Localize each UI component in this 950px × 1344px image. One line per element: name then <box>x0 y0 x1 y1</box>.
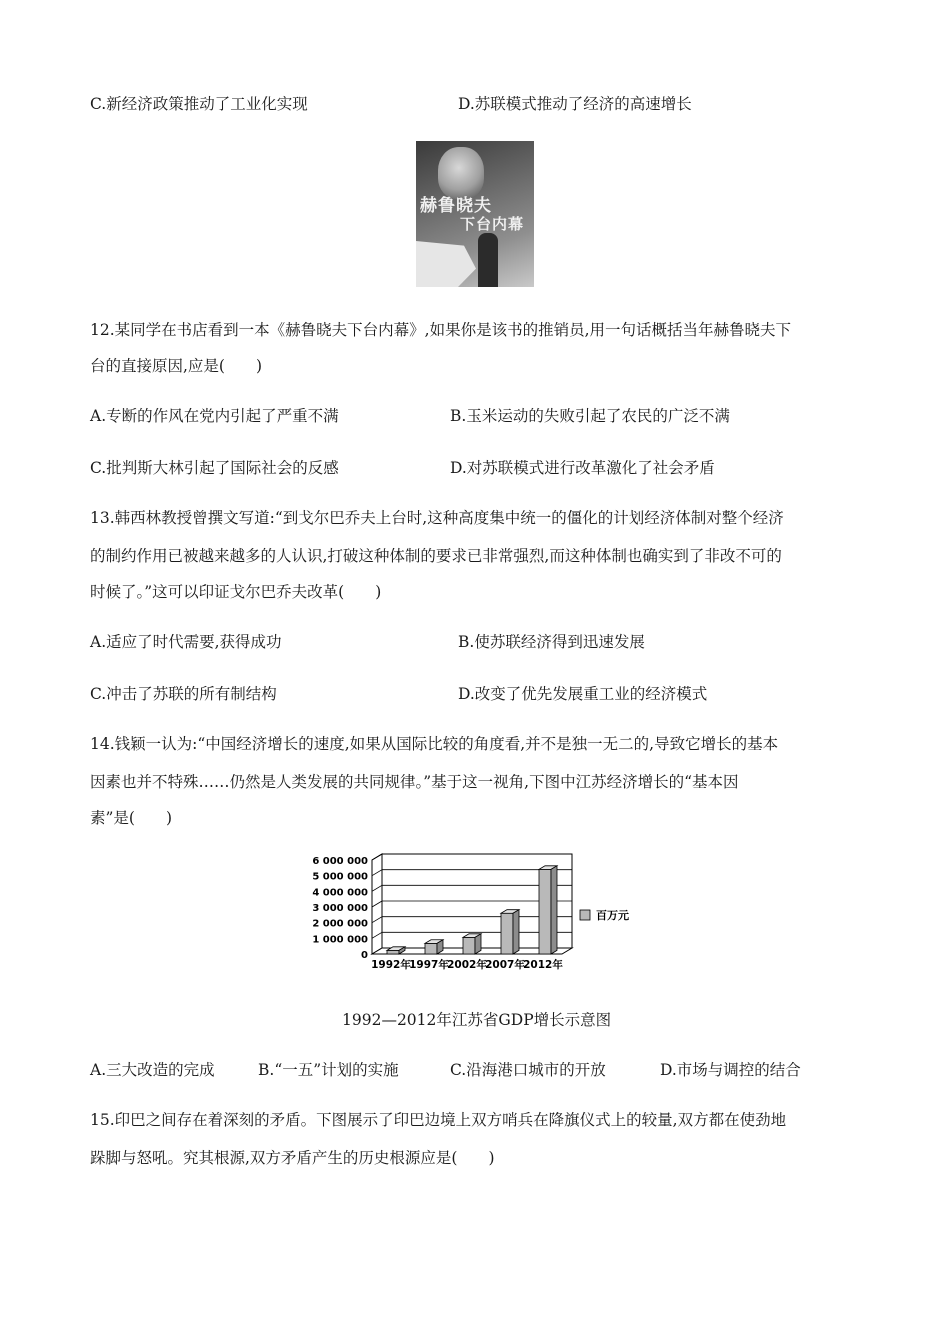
q15-stem-line1: 15.印巴之间存在着深刻的矛盾。下图展示了印巴边境上双方哨兵在降旗仪式上的较量,双方都在使劲地 <box>90 1111 787 1129</box>
y-tick-label: 6 000 000 <box>312 856 368 867</box>
bar-side <box>551 866 557 954</box>
x-tick-label: 2012年 <box>523 959 563 971</box>
bar-side <box>513 910 519 954</box>
map-graphic <box>416 241 476 287</box>
legend-label: 百万元 <box>596 909 629 922</box>
q13-option-b: B.使苏联经济得到迅速发展 <box>458 633 645 651</box>
bar-front <box>463 937 475 954</box>
chart-caption: 1992—2012年江苏省GDP增长示意图 <box>342 1011 612 1029</box>
q12-stem-line2: 台的直接原因,应是( ) <box>90 357 263 375</box>
x-tick-label: 2002年 <box>447 959 487 971</box>
standing-figure <box>478 233 498 287</box>
q14-stem-line1: 14.钱颖一认为:“中国经济增长的速度,如果从国际比较的角度看,并不是独一无二的,导致它增长的基本 <box>90 735 779 753</box>
q12-option-c: C.批判斯大林引起了国际社会的反感 <box>90 459 339 477</box>
q11-option-d: D.苏联模式推动了经济的高速增长 <box>458 95 692 113</box>
q12-option-b: B.玉米运动的失败引起了农民的广泛不满 <box>450 407 730 425</box>
y-tick-label: 3 000 000 <box>312 903 368 914</box>
q13-option-c: C.冲击了苏联的所有制结构 <box>90 685 277 703</box>
q13-stem-line2: 的制约作用已被越来越多的人认识,打破这种体制的要求已非常强烈,而这种体制也确实到了非改不可的 <box>90 547 782 565</box>
q14-stem-line2: 因素也并不特殊……仍然是人类发展的共同规律。”基于这一视角,下图中江苏经济增长的“基本因 <box>90 773 739 791</box>
bar-front <box>539 869 551 954</box>
q15-stem-line2: 跺脚与怒吼。究其根源,双方矛盾产生的历史根源应是( ) <box>90 1149 495 1167</box>
y-tick-label: 5 000 000 <box>312 871 368 883</box>
bar-front <box>501 913 513 954</box>
q12-stem-line1: 12.某同学在书店看到一本《赫鲁晓夫下台内幕》,如果你是该书的推销员,用一句话概括当年赫鲁晓夫下 <box>90 321 792 339</box>
book-cover-subtitle: 下台内幕 <box>460 215 525 233</box>
q14-option-d: D.市场与调控的结合 <box>660 1061 801 1079</box>
gdp-bar-chart <box>300 850 660 980</box>
x-tick-label: 1997年 <box>409 959 449 971</box>
y-tick-label: 4 000 000 <box>312 887 368 899</box>
legend-swatch <box>580 910 590 920</box>
q12-option-a: A.专断的作风在党内引起了严重不满 <box>90 407 339 425</box>
book-cover-title: 赫鲁晓夫 <box>420 196 492 216</box>
book-cover-image <box>416 141 534 287</box>
q12-option-d: D.对苏联模式进行改革激化了社会矛盾 <box>450 459 715 477</box>
q13-option-a: A.适应了时代需要,获得成功 <box>90 633 282 651</box>
y-tick-label: 0 <box>361 950 368 961</box>
q13-stem-line3: 时候了。”这可以印证戈尔巴乔夫改革( ) <box>90 583 382 601</box>
q14-stem-line3: 素”是( ) <box>90 809 173 827</box>
y-tick-label: 1 000 000 <box>312 934 368 946</box>
y-tick-label: 2 000 000 <box>312 918 368 930</box>
q14-option-c: C.沿海港口城市的开放 <box>450 1061 606 1079</box>
q14-option-a: A.三大改造的完成 <box>90 1061 215 1079</box>
x-tick-label: 1992年 <box>371 959 411 971</box>
q11-option-c: C.新经济政策推动了工业化实现 <box>90 95 308 113</box>
q13-stem-line1: 13.韩西林教授曾撰文写道:“到戈尔巴乔夫上台时,这种高度集中统一的僵化的计划经济体制对整个经济 <box>90 509 784 527</box>
bar-front <box>425 943 437 954</box>
x-tick-label: 2007年 <box>485 959 525 971</box>
q13-option-d: D.改变了优先发展重工业的经济模式 <box>458 685 708 703</box>
bar-side <box>475 934 481 954</box>
q14-option-b: B.“一五”计划的实施 <box>258 1061 399 1079</box>
bar-front <box>387 950 399 954</box>
